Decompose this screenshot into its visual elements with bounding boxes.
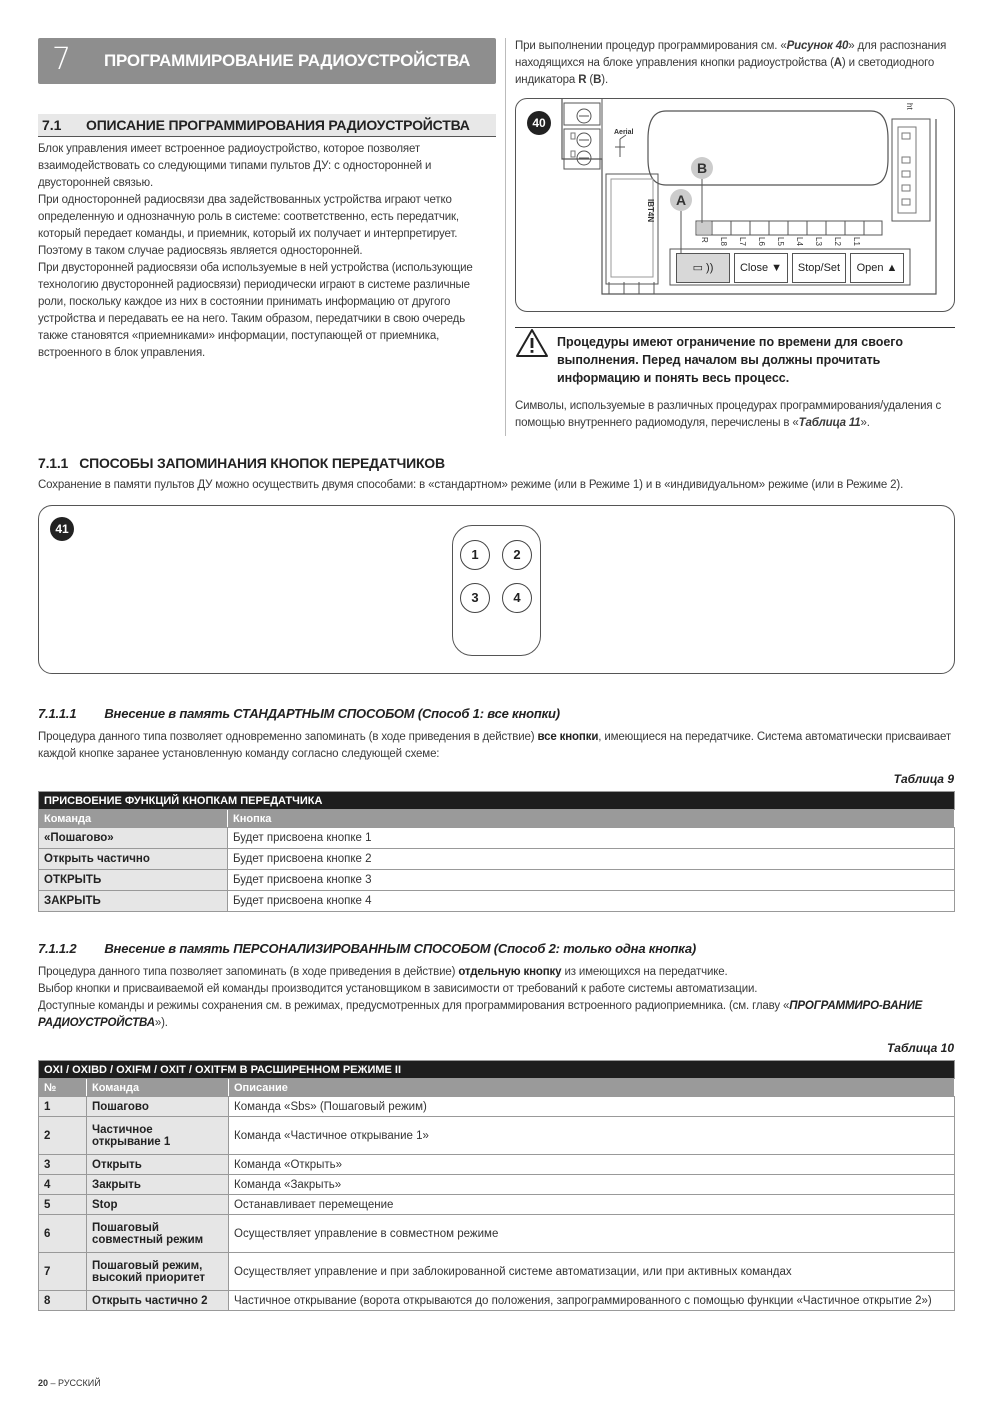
intro-text: ) и светодиодного индикатора: [515, 57, 935, 86]
corner-label: ht: [905, 103, 914, 110]
section-7-1-body: [38, 141, 496, 362]
section-7-1-1-2-text: [38, 964, 956, 1032]
emphasis: все кнопки: [537, 731, 599, 743]
aerial-label: Aerial: [614, 129, 634, 136]
column-header: Команда: [87, 1079, 229, 1097]
section-7-1-1-text: Сохранение в памяти пультов ДУ можно осуществить двумя способами: в «стандартном» режиме (или в Режиме 1) и в «индивидуальном» режиме (или в Режиме 2).: [38, 479, 904, 491]
column-header: Кнопка: [228, 810, 955, 828]
column-header: Описание: [229, 1079, 955, 1097]
led-label: L4: [795, 237, 804, 246]
label-b-ref: B: [593, 74, 602, 86]
board-model-label: IBT4N: [646, 199, 655, 223]
radio-icon: ▭ )): [692, 262, 714, 274]
button-cell: Будет присвоена кнопке 4: [228, 891, 955, 912]
led-r-label: R: [700, 237, 709, 243]
description-cell: Осуществляет управление и при заблокированной системе автоматизации, или при активных командах: [229, 1253, 955, 1291]
command-cell: Открыть частично: [39, 849, 228, 870]
command-cell: ОТКРЫТЬ: [39, 870, 228, 891]
command-cell: Пошагово: [87, 1097, 229, 1117]
command-cell: Stop: [87, 1195, 229, 1215]
body-text: , имеющиеся на передатчике. Система автоматически присваивает каждой кнопке заранее установленную команду согласно следующей схеме:: [38, 731, 951, 760]
callout-b: B: [691, 157, 713, 179]
table-row: [39, 870, 955, 891]
table-row: [39, 828, 955, 849]
section-7-1-1-1-text: [38, 729, 956, 763]
table-reference: Таблица 11: [798, 417, 861, 429]
section-7-1-1-heading: [38, 455, 445, 471]
warning-icon: [515, 327, 549, 359]
figure-41-remote: [38, 505, 955, 674]
section-title: Внесение в память СТАНДАРТНЫМ СПОСОБОМ (Способ 1: все кнопки): [104, 706, 560, 721]
button-cell: Будет присвоена кнопке 1: [228, 828, 955, 849]
command-cell: Частичное открывание 1: [87, 1117, 229, 1155]
table-row: [39, 1117, 955, 1155]
intro-text: » для распознания находящихся на блоке управления кнопки радиоустройства (: [515, 40, 947, 69]
table-10: [38, 1060, 955, 1311]
column-header: Команда: [39, 810, 228, 828]
body-text: из имеющихся на передатчике.: [561, 966, 728, 978]
description-cell: Команда «Открыть»: [229, 1155, 955, 1175]
table-title: OXI / OXIBD / OXIFM / OXIT / OXITFM В РАСШИРЕННОМ РЕЖИМЕ II: [39, 1061, 955, 1079]
number-cell: 5: [39, 1195, 87, 1215]
callout-a: A: [670, 189, 692, 211]
led-label: L8: [719, 237, 728, 246]
chapter-header: [38, 38, 496, 84]
led-label: L5: [776, 237, 785, 246]
warning-text: Процедуры имеют ограничение по времени для своего выполнения. Перед началом вы должны прочитать информацию и понять весь процесс.: [557, 335, 903, 385]
number-cell: 4: [39, 1175, 87, 1195]
number-cell: 6: [39, 1215, 87, 1253]
description-cell: Осуществляет управление в совместном режиме: [229, 1215, 955, 1253]
table-row: [39, 891, 955, 912]
paragraph: При двусторонней радиосвязи оба используемые в ней устройства (использующие технологию двусторонней радиосвязи) периодически играют в системе различные роли, поскольку каждое из них в состоянии принимать информацию от другого устройства и передавать ее на него. Таким образом, передатчики в свою очередь также становятся «приемниками» информации, поступающей от приемника, встроенного в блок управления.: [38, 262, 473, 359]
column-header: №: [39, 1079, 87, 1097]
number-cell: 3: [39, 1155, 87, 1175]
command-cell: Пошаговый режим, высокий приоритет: [87, 1253, 229, 1291]
table-row: [39, 849, 955, 870]
footer-language: – РУССКИЙ: [48, 1378, 101, 1388]
button-cell: Будет присвоена кнопке 3: [228, 870, 955, 891]
body-text: Процедура данного типа позволяет запоминать (в ходе приведения в действие): [38, 966, 459, 978]
command-cell: ЗАКРЫТЬ: [39, 891, 228, 912]
table-row: [39, 1291, 955, 1311]
remote-key-1[interactable]: 1: [460, 540, 490, 570]
section-title: Внесение в память ПЕРСОНАЛИЗИРОВАННЫМ СПОСОБОМ (Способ 2: только одна кнопка): [104, 941, 696, 956]
body-text: Процедура данного типа позволяет одновременно запоминать (в ходе приведения в действие): [38, 731, 538, 743]
intro-text: ).: [601, 74, 608, 86]
column-divider: [505, 38, 506, 436]
paragraph: Блок управления имеет встроенное радиоустройство, которое позволяет взаимодействовать со следующими типами пультов ДУ: с односторонней и двусторонней связью.: [38, 143, 432, 189]
chapter-reference: ПРОГРАММИРО-ВАНИЕ РАДИОУСТРОЙСТВА: [38, 1000, 923, 1029]
note-text: ».: [860, 417, 870, 429]
table-row: [39, 1097, 955, 1117]
table-row: [39, 1253, 955, 1291]
led-label: L3: [814, 237, 823, 246]
figure-40-intro: [515, 38, 955, 89]
page-footer: [38, 1378, 101, 1388]
section-title: ОПИСАНИЕ ПРОГРАММИРОВАНИЯ РАДИОУСТРОЙСТВА: [86, 117, 470, 133]
section-number: 7.1.1.2: [38, 941, 77, 956]
table-row: [39, 1215, 955, 1253]
emphasis: отдельную кнопку: [458, 966, 562, 978]
table-9: [38, 791, 955, 912]
chapter-number: 7: [52, 42, 72, 77]
radio-button[interactable]: [676, 253, 730, 283]
remote-key-2[interactable]: 2: [502, 540, 532, 570]
chapter-title: ПРОГРАММИРОВАНИЕ РАДИОУСТРОЙСТВА: [104, 51, 471, 70]
paragraph: При односторонней радиосвязи два задействованных устройства играют четко определенную и однозначную роль в системе: соответственно, есть передатчик, который передает команды, и приемник, который их получает и интерпретирует. Поэтому в таком случае радиосвязь является односторонней.: [38, 194, 459, 257]
intro-text: При выполнении процедур программирования см. «: [515, 40, 787, 52]
note-text: Символы, используемые в различных процедурах программирования/удаления с помощью внутреннего радиомодуля, перечислены в «: [515, 400, 942, 429]
command-cell: Открыть: [87, 1155, 229, 1175]
intro-text: (: [586, 74, 594, 86]
table-row: [39, 1155, 955, 1175]
open-button[interactable]: Open ▲: [850, 253, 904, 283]
warning-divider: [515, 327, 955, 328]
led-label: L6: [757, 237, 766, 246]
remote-key-3[interactable]: 3: [460, 583, 490, 613]
command-cell: Пошаговый совместный режим: [87, 1215, 229, 1253]
figure-badge: 41: [50, 517, 74, 541]
section-number: 7.1.1.1: [38, 706, 77, 721]
paragraph: [38, 964, 956, 981]
button-cell: Будет присвоена кнопке 2: [228, 849, 955, 870]
command-cell: Открыть частично 2: [87, 1291, 229, 1311]
remote-key-4[interactable]: 4: [502, 583, 532, 613]
section-title: СПОСОБЫ ЗАПОМИНАНИЯ КНОПОК ПЕРЕДАТЧИКОВ: [79, 455, 445, 471]
section-7-1-1-2-heading: [38, 941, 696, 956]
section-number: 7.1.1: [38, 455, 69, 471]
page-number: 20: [38, 1378, 49, 1388]
table-9-caption: Таблица 9: [893, 772, 954, 786]
description-cell: Останавливает перемещение: [229, 1195, 955, 1215]
number-cell: 1: [39, 1097, 87, 1117]
section-number: 7.1: [42, 117, 62, 133]
number-cell: 8: [39, 1291, 87, 1311]
body-text: Доступные команды и режимы сохранения см. в режимах, предусмотренных для программирования встроенного радиоприемника. (см. главу «: [38, 1000, 790, 1012]
led-label: L7: [738, 237, 747, 246]
section-7-1-1-1-heading: [38, 706, 560, 721]
stop-set-button[interactable]: Stop/Set: [792, 253, 846, 283]
figure-badge: 40: [527, 111, 551, 135]
figure-reference: Рисунок 40: [786, 40, 849, 52]
description-cell: Частичное открывание (ворота открываются до положения, запрограммированного с помощью функции «Частичное открытие 2»): [229, 1291, 955, 1311]
table-10-caption: Таблица 10: [886, 1041, 954, 1055]
command-cell: «Пошагово»: [39, 828, 228, 849]
description-cell: Команда «Частичное открывание 1»: [229, 1117, 955, 1155]
section-7-1-header: [38, 114, 496, 137]
table-row: [39, 1195, 955, 1215]
table-row: [39, 1175, 955, 1195]
led-label: L1: [852, 237, 861, 246]
number-cell: 2: [39, 1117, 87, 1155]
description-cell: Команда «Sbs» (Пошаговый режим): [229, 1097, 955, 1117]
command-cell: Закрыть: [87, 1175, 229, 1195]
close-button[interactable]: Close ▼: [734, 253, 788, 283]
paragraph: Выбор кнопки и присваиваемой ей команды производится установщиком в зависимости от требований к работе системы автоматизации.: [38, 983, 758, 995]
number-cell: 7: [39, 1253, 87, 1291]
led-label: L2: [833, 237, 842, 246]
table-title: ПРИСВОЕНИЕ ФУНКЦИЙ КНОПКАМ ПЕРЕДАТЧИКА: [39, 792, 955, 810]
led-r-ref: R: [578, 74, 587, 86]
label-a-ref: A: [833, 57, 842, 69]
body-text: »).: [154, 1017, 168, 1029]
paragraph: [38, 998, 956, 1032]
symbols-note: [515, 398, 955, 432]
description-cell: Команда «Закрыть»: [229, 1175, 955, 1195]
remote-control: [452, 525, 541, 656]
figure-40-control-board: [515, 98, 955, 312]
